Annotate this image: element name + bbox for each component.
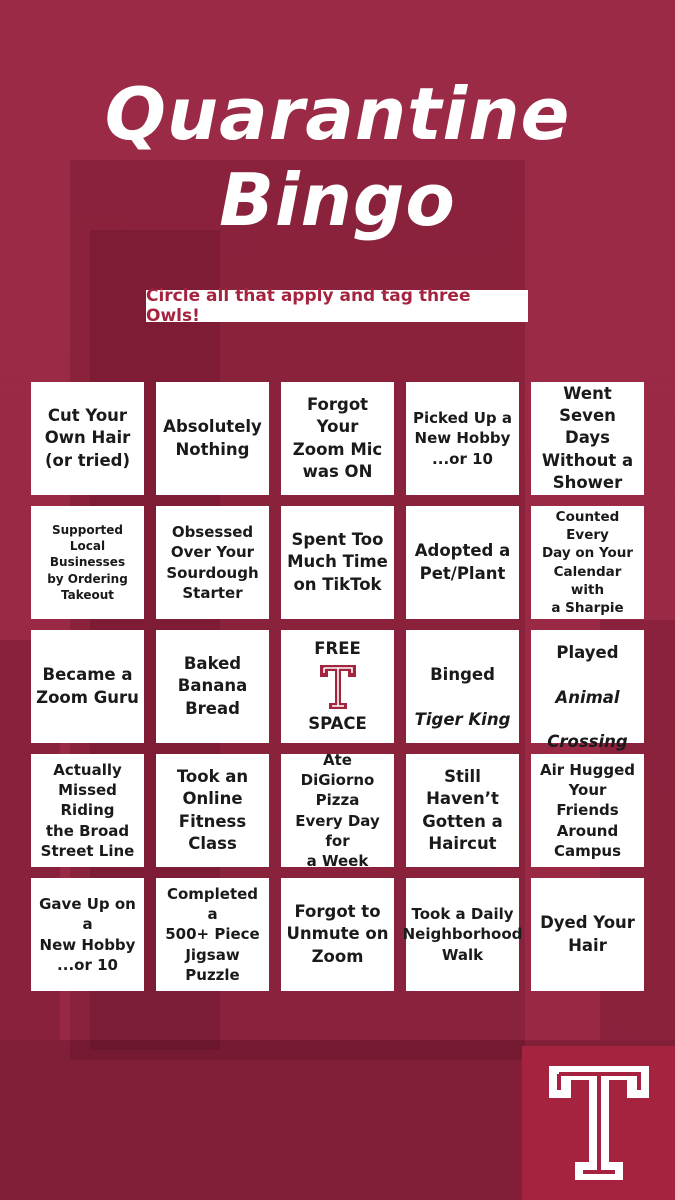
bingo-cell[interactable]: Air Hugged Your Friends Around Campus: [531, 754, 644, 867]
bingo-cell[interactable]: Still Haven’t Gotten a Haircut: [406, 754, 519, 867]
bingo-cell[interactable]: Forgot to Unmute on Zoom: [281, 878, 394, 991]
bingo-cell[interactable]: Picked Up a New Hobby ...or 10: [406, 382, 519, 495]
bingo-cell[interactable]: Cut Your Own Hair (or tried): [31, 382, 144, 495]
bingo-cell[interactable]: Spent Too Much Time on TikTok: [281, 506, 394, 619]
bingo-cell[interactable]: Became a Zoom Guru: [31, 630, 144, 743]
title-line-1: Quarantine: [104, 72, 571, 156]
bingo-cell[interactable]: Forgot Your Zoom Mic was ON: [281, 382, 394, 495]
bingo-cell-binged[interactable]: [406, 630, 519, 743]
bingo-cell[interactable]: Dyed Your Hair: [531, 878, 644, 991]
temple-t-logo-icon: [318, 663, 358, 711]
free-space-top: FREE: [314, 639, 361, 658]
bingo-cell[interactable]: Ate DiGiorno Pizza Every Day for a Week: [281, 754, 394, 867]
temple-t-logo-icon: [547, 1064, 651, 1182]
bingo-grid: [31, 382, 644, 991]
bingo-cell-played-text: Played Animal Crossing: [547, 642, 628, 752]
bingo-cell[interactable]: Went Seven Days Without a Shower: [531, 382, 644, 495]
bingo-cell[interactable]: Gave Up on a New Hobby ...or 10: [31, 878, 144, 991]
bingo-cell[interactable]: Supported Local Businesses by Ordering Takeout: [31, 506, 144, 619]
title-line-2: Bingo: [219, 158, 456, 242]
free-space-cell[interactable]: [281, 630, 394, 743]
free-space-bottom: SPACE: [308, 713, 367, 733]
subtitle-banner: [146, 286, 528, 326]
bingo-cell[interactable]: Adopted a Pet/Plant: [406, 506, 519, 619]
temple-logo-badge: [522, 1046, 675, 1200]
bingo-cell-binged-text: Binged Tiger King: [414, 665, 511, 729]
bingo-cell-played[interactable]: [531, 630, 644, 752]
bingo-cell[interactable]: Took a Daily Neighborhood Walk: [406, 878, 519, 991]
subtitle-text: Circle all that apply and tag three Owls!: [146, 286, 471, 326]
bingo-cell[interactable]: Absolutely Nothing: [156, 382, 269, 495]
bingo-cell[interactable]: Took an Online Fitness Class: [156, 754, 269, 867]
bingo-cell[interactable]: Obsessed Over Your Sourdough Starter: [156, 506, 269, 619]
bingo-cell[interactable]: Counted Every Day on Your Calendar with a Sharpie: [531, 506, 644, 619]
bingo-cell[interactable]: Actually Missed Riding the Broad Street Line: [31, 754, 144, 867]
bingo-cell[interactable]: Completed a 500+ Piece Jigsaw Puzzle: [156, 878, 269, 991]
bingo-cell[interactable]: Baked Banana Bread: [156, 630, 269, 743]
